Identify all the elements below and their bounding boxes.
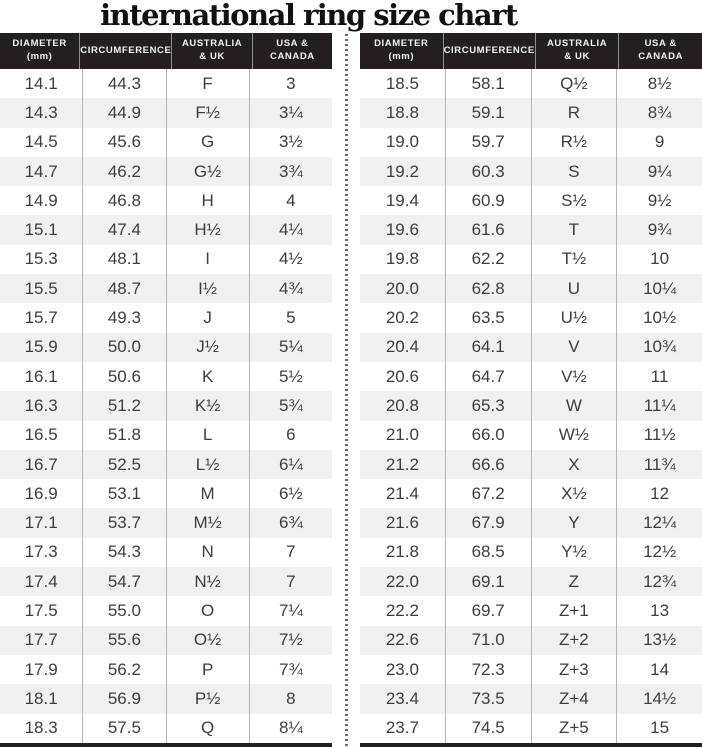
table-divider-zone (332, 33, 360, 747)
table-cell: 22.2 (360, 596, 446, 625)
table-row (360, 421, 702, 450)
header-cell-line: & UK (564, 51, 590, 62)
table-cell: 66.6 (446, 450, 532, 479)
table-cell: Z+1 (532, 596, 618, 625)
table-row (0, 157, 332, 186)
table-cell: 18.3 (0, 714, 83, 743)
table-cell: 12¼ (643, 513, 677, 533)
table-cell: 11¾ (643, 454, 676, 474)
table-cell: Z+3 (532, 655, 618, 684)
table-cell: 46.2 (83, 157, 166, 186)
header-cell-line: DIAMETER (12, 38, 67, 50)
table-cell: 3¾ (279, 161, 303, 181)
table-cell: 9¾ (647, 220, 672, 240)
table-cell: I (167, 245, 250, 274)
table-cell: 47.4 (83, 215, 166, 244)
table-cell: U½ (532, 303, 618, 332)
table-cell: 64.7 (446, 362, 532, 391)
table-cell: L½ (167, 450, 250, 479)
table-cell: 13 (650, 600, 670, 620)
table-row (360, 450, 702, 479)
table-cell: O (167, 596, 250, 625)
table-cell: 48.7 (83, 274, 166, 303)
table-cell: 5 (286, 308, 296, 328)
header-cell-line: DIAMETER (374, 38, 429, 50)
table-cell: Q (167, 714, 250, 743)
table-cell: 15.7 (0, 303, 83, 332)
table-row (0, 186, 332, 215)
table-cell: 16.5 (0, 421, 83, 450)
table-cell: F (167, 69, 250, 98)
table-cell: R½ (532, 128, 618, 157)
table-cell: 46.8 (83, 186, 166, 215)
header-cell (172, 33, 252, 69)
table-cell: P (167, 655, 250, 684)
table-cell: 9½ (647, 190, 672, 210)
table-cell: 64.1 (446, 333, 532, 362)
table-cell: O½ (167, 626, 250, 655)
table-row (360, 186, 702, 215)
table-cell: 52.5 (83, 450, 166, 479)
table-cell: 14½ (643, 688, 677, 708)
header-cell-line: (mm) (26, 51, 53, 62)
table-cell: 17.5 (0, 596, 83, 625)
table-cell: 22.6 (360, 626, 446, 655)
table-cell: 73.5 (446, 684, 532, 713)
table-cell: 15.1 (0, 215, 83, 244)
table-cell: 51.2 (83, 391, 166, 420)
table-cell: 7½ (279, 630, 303, 650)
table-cell: 7¼ (279, 600, 303, 620)
table-cell: 63.5 (446, 303, 532, 332)
table-cell: 12¾ (643, 571, 677, 591)
table-cell: 20.6 (360, 362, 446, 391)
table-cell: 69.7 (446, 596, 532, 625)
dotted-divider-line (345, 34, 348, 747)
table-row (0, 245, 332, 274)
header-cell-line: AUSTRALIA (546, 38, 608, 50)
table-cell: 60.9 (446, 186, 532, 215)
table-row (0, 655, 332, 684)
table-cell: 20.0 (360, 274, 446, 303)
table-cell: 4 (286, 190, 296, 210)
table-row (360, 303, 702, 332)
table-cell: G (167, 128, 250, 157)
table-cell: 3¼ (279, 102, 303, 122)
table-cell: 53.1 (83, 479, 166, 508)
header-cell-line: CIRCUMFERENCE (80, 44, 172, 56)
table-cell: 14 (650, 659, 670, 679)
table-cell: G½ (167, 157, 250, 186)
table-cell: 19.8 (360, 245, 446, 274)
table-row (0, 98, 332, 127)
table-cell: Z+4 (532, 684, 618, 713)
table-cell: 59.1 (446, 98, 532, 127)
table-cell: 62.8 (446, 274, 532, 303)
table-cell: 10¼ (643, 278, 677, 298)
header-cell (0, 33, 80, 69)
table-cell: 67.2 (446, 479, 532, 508)
table-cell: 21.8 (360, 538, 446, 567)
table-cell: 21.4 (360, 479, 446, 508)
table-row (360, 128, 702, 157)
table-body (0, 69, 332, 743)
table-cell: 69.1 (446, 567, 532, 596)
table-cell: 71.0 (446, 626, 532, 655)
table-cell: 19.0 (360, 128, 446, 157)
table-cell: 10¾ (643, 337, 677, 357)
table-cell: 16.3 (0, 391, 83, 420)
ring-size-table-left (0, 33, 332, 747)
table-row (0, 684, 332, 713)
table-cell: M½ (167, 508, 250, 537)
table-row (360, 684, 702, 713)
table-cell: Y (532, 508, 618, 537)
table-row (0, 714, 332, 743)
table-cell: 15.5 (0, 274, 83, 303)
header-cell-line: USA & (276, 38, 309, 50)
table-cell: 74.5 (446, 714, 532, 743)
table-cell: T½ (532, 245, 618, 274)
table-cell: 68.5 (446, 538, 532, 567)
table-cell: R (532, 98, 618, 127)
table-row (360, 333, 702, 362)
table-row (360, 626, 702, 655)
table-cell: S½ (532, 186, 618, 215)
table-cell: 4¼ (279, 220, 303, 240)
table-cell: 18.1 (0, 684, 83, 713)
table-cell: 3 (286, 73, 296, 93)
table-cell: 5¼ (279, 337, 303, 357)
table-row (360, 567, 702, 596)
table-cell: 12½ (643, 542, 677, 562)
table-row (0, 274, 332, 303)
header-cell-line: AUSTRALIA (181, 38, 243, 50)
table-cell: 21.0 (360, 421, 446, 450)
table-cell: 62.2 (446, 245, 532, 274)
table-cell: 8¾ (647, 102, 672, 122)
table-cell: S (532, 157, 618, 186)
table-cell: 20.2 (360, 303, 446, 332)
table-row (360, 508, 702, 537)
bottom-edge-bar (360, 743, 702, 747)
table-cell: 57.5 (83, 714, 166, 743)
table-cell: 4½ (279, 249, 303, 269)
table-cell: 10½ (643, 308, 677, 328)
table-cell: 54.3 (83, 538, 166, 567)
table-cell: 58.1 (446, 69, 532, 98)
table-cell: 11 (650, 366, 669, 386)
table-cell: W½ (532, 421, 618, 450)
table-cell: K (167, 362, 250, 391)
table-cell: 50.0 (83, 333, 166, 362)
table-cell: 18.8 (360, 98, 446, 127)
table-cell: 6 (286, 425, 296, 445)
table-cell: 45.6 (83, 128, 166, 157)
table-cell: 8¼ (279, 718, 303, 738)
table-cell: 65.3 (446, 391, 532, 420)
table-cell: 56.2 (83, 655, 166, 684)
table-cell: 59.7 (446, 128, 532, 157)
table-cell: 11½ (643, 425, 676, 445)
table-cell: 48.1 (83, 245, 166, 274)
table-cell: H½ (167, 215, 250, 244)
table-cell: 18.5 (360, 69, 446, 98)
tables-area (0, 33, 702, 747)
table-cell: J (167, 303, 250, 332)
table-cell: 72.3 (446, 655, 532, 684)
table-cell: 16.7 (0, 450, 83, 479)
table-cell: 50.6 (83, 362, 166, 391)
table-cell: 13½ (643, 630, 677, 650)
header-cell (80, 33, 172, 69)
table-cell: 20.4 (360, 333, 446, 362)
table-cell: 60.3 (446, 157, 532, 186)
table-cell: 22.0 (360, 567, 446, 596)
page-title: international ring size chart (100, 0, 517, 32)
table-cell: 44.3 (83, 69, 166, 98)
table-cell: 12 (650, 483, 670, 503)
ring-size-table-right (360, 33, 702, 747)
table-row (0, 538, 332, 567)
table-cell: 14.1 (0, 69, 83, 98)
bottom-edge-bar (0, 743, 332, 747)
table-cell: Z (532, 567, 618, 596)
table-cell: 44.9 (83, 98, 166, 127)
table-cell: 17.3 (0, 538, 83, 567)
table-cell: J½ (167, 333, 250, 362)
table-cell: 61.6 (446, 215, 532, 244)
table-row (360, 245, 702, 274)
table-cell: N (167, 538, 250, 567)
table-cell: M (167, 479, 250, 508)
table-cell: 5½ (279, 366, 303, 386)
table-row (360, 538, 702, 567)
header-cell-line: CANADA (638, 51, 684, 62)
table-cell: U (532, 274, 618, 303)
table-cell: 14.3 (0, 98, 83, 127)
table-cell: 23.0 (360, 655, 446, 684)
table-cell: 6½ (279, 483, 303, 503)
table-cell: F½ (167, 98, 250, 127)
table-cell: 16.9 (0, 479, 83, 508)
header-cell-line: (mm) (388, 51, 415, 62)
table-cell: 10 (650, 249, 670, 269)
table-cell: Y½ (532, 538, 618, 567)
table-cell: 21.6 (360, 508, 446, 537)
table-cell: 67.9 (446, 508, 532, 537)
table-cell: 23.7 (360, 714, 446, 743)
table-cell: I½ (167, 274, 250, 303)
table-cell: 55.6 (83, 626, 166, 655)
table-cell: X½ (532, 479, 618, 508)
table-cell: 11¼ (643, 395, 676, 415)
header-cell (619, 33, 702, 69)
table-cell: 7 (286, 542, 296, 562)
table-cell: 54.7 (83, 567, 166, 596)
table-cell: 17.7 (0, 626, 83, 655)
table-cell: 9 (654, 132, 665, 152)
table-row (360, 714, 702, 743)
table-cell: 20.8 (360, 391, 446, 420)
table-cell: 17.1 (0, 508, 83, 537)
table-row (360, 596, 702, 625)
table-cell: X (532, 450, 618, 479)
table-cell: 16.1 (0, 362, 83, 391)
header-cell (360, 33, 444, 69)
table-row (0, 479, 332, 508)
table-row (360, 391, 702, 420)
table-cell: N½ (167, 567, 250, 596)
table-cell: 6¼ (279, 454, 303, 474)
table-row (0, 596, 332, 625)
table-cell: 56.9 (83, 684, 166, 713)
table-cell: V (532, 333, 618, 362)
table-cell: 3½ (279, 132, 303, 152)
table-row (360, 157, 702, 186)
table-row (360, 362, 702, 391)
table-cell: Q½ (532, 69, 618, 98)
table-cell: 7¾ (279, 659, 303, 679)
table-row (0, 362, 332, 391)
table-cell: 17.9 (0, 655, 83, 684)
table-cell: H (167, 186, 250, 215)
table-row (360, 479, 702, 508)
table-cell: 21.2 (360, 450, 446, 479)
table-cell: T (532, 215, 618, 244)
header-cell-line: & UK (199, 51, 225, 62)
header-cell-line: CANADA (269, 51, 315, 62)
table-header-row (360, 33, 702, 69)
table-row (360, 655, 702, 684)
table-cell: 19.2 (360, 157, 446, 186)
table-row (0, 567, 332, 596)
table-cell: Z+5 (532, 714, 618, 743)
header-cell-line: CIRCUMFERENCE (443, 44, 535, 56)
table-cell: 51.8 (83, 421, 166, 450)
table-cell: 6¾ (279, 513, 303, 533)
table-cell: 14.7 (0, 157, 83, 186)
table-row (360, 98, 702, 127)
table-row (0, 626, 332, 655)
table-cell: 17.4 (0, 567, 83, 596)
table-cell: 9¼ (647, 161, 672, 181)
table-cell: 53.7 (83, 508, 166, 537)
table-cell: 23.4 (360, 684, 446, 713)
table-row (0, 128, 332, 157)
header-cell (253, 33, 332, 69)
table-row (360, 274, 702, 303)
table-cell: 55.0 (83, 596, 166, 625)
table-row (0, 215, 332, 244)
header-cell-line: USA & (644, 38, 677, 50)
table-cell: 19.6 (360, 215, 446, 244)
table-cell: 66.0 (446, 421, 532, 450)
table-cell: P½ (167, 684, 250, 713)
table-cell: 7 (286, 571, 296, 591)
table-row (360, 69, 702, 98)
table-body (360, 69, 702, 743)
table-cell: Z+2 (532, 626, 618, 655)
table-cell: 15 (650, 718, 670, 738)
table-cell: V½ (532, 362, 618, 391)
table-cell: 49.3 (83, 303, 166, 332)
table-cell: 14.5 (0, 128, 83, 157)
table-header-row (0, 33, 332, 69)
table-row (0, 69, 332, 98)
table-row (0, 421, 332, 450)
table-cell: 15.9 (0, 333, 83, 362)
header-cell (444, 33, 536, 69)
table-cell: K½ (167, 391, 250, 420)
table-row (0, 303, 332, 332)
table-cell: 15.3 (0, 245, 83, 274)
table-cell: 5¾ (279, 395, 303, 415)
table-cell: L (167, 421, 250, 450)
table-cell: 8 (286, 688, 296, 708)
table-cell: 14.9 (0, 186, 83, 215)
table-row (360, 215, 702, 244)
table-cell: 19.4 (360, 186, 446, 215)
table-cell: 8½ (647, 73, 672, 93)
table-cell: 4¾ (279, 278, 303, 298)
table-cell: W (532, 391, 618, 420)
table-row (0, 333, 332, 362)
table-row (0, 450, 332, 479)
table-row (0, 508, 332, 537)
table-row (0, 391, 332, 420)
header-cell (536, 33, 620, 69)
